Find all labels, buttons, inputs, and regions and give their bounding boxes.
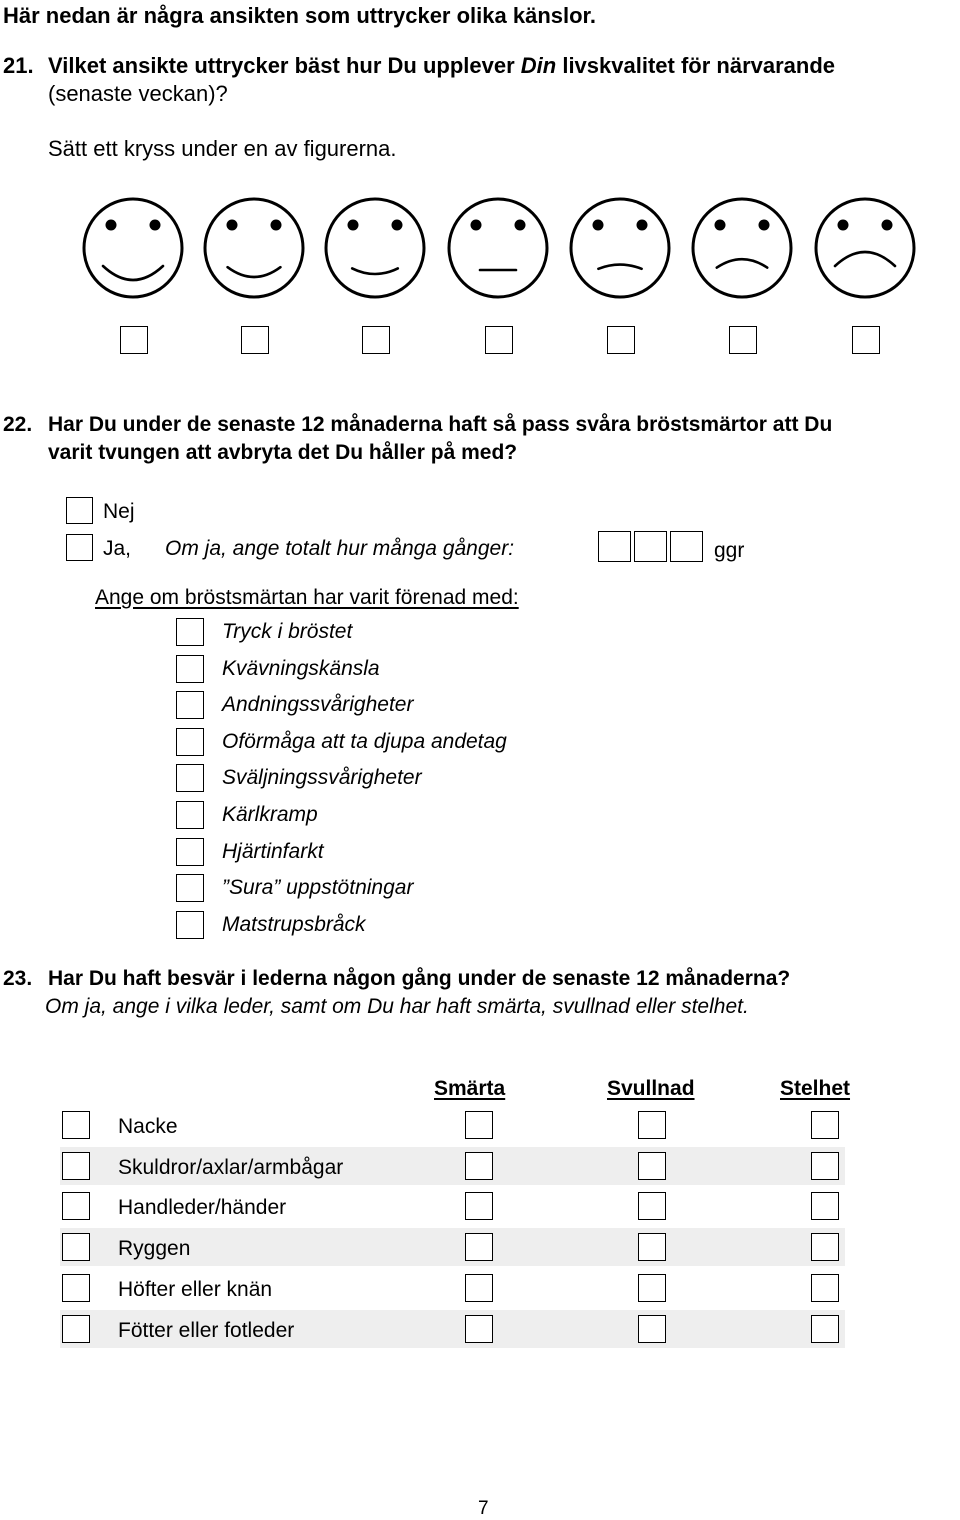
face-checkbox-6[interactable]	[729, 326, 757, 354]
symptom-label: Tryck i bröstet	[222, 620, 353, 643]
svullnad-checkbox[interactable]	[638, 1192, 666, 1220]
joint-checkbox[interactable]	[62, 1111, 90, 1139]
q21-question-line2: (senaste veckan)?	[48, 81, 228, 106]
symptom-label: Hjärtinfarkt	[222, 839, 324, 863]
stelhet-checkbox[interactable]	[811, 1315, 839, 1343]
q23-number: 23.	[3, 967, 33, 990]
q21-number: 21.	[3, 53, 34, 78]
symptom-checkbox[interactable]	[176, 618, 204, 646]
neutral-face-icon	[449, 199, 547, 297]
smarta-checkbox[interactable]	[465, 1152, 493, 1180]
joint-label: Ryggen	[118, 1237, 191, 1261]
symptom-label: Kvävningskänsla	[222, 656, 380, 680]
q22-number: 22.	[3, 413, 33, 436]
symptom-checkbox[interactable]	[176, 838, 204, 866]
stelhet-checkbox[interactable]	[811, 1152, 839, 1180]
q22-yes-label: Ja,	[103, 537, 132, 560]
very-sad-face-icon	[816, 199, 914, 297]
symptom-checkbox[interactable]	[176, 874, 204, 902]
svullnad-checkbox[interactable]	[638, 1152, 666, 1180]
joint-label: Fötter eller fotleder	[118, 1318, 295, 1342]
sad-face-icon	[693, 199, 791, 297]
q23-question-line1: Har Du haft besvär i lederna någon gång under de senaste 12 månaderna?	[48, 967, 791, 990]
symptom-checkbox[interactable]	[176, 728, 204, 756]
q22-count-unit: ggr	[714, 539, 745, 562]
svullnad-checkbox[interactable]	[638, 1111, 666, 1139]
joint-checkbox[interactable]	[62, 1192, 90, 1220]
q22-count-digit-3[interactable]	[670, 531, 703, 562]
joint-checkbox[interactable]	[62, 1152, 90, 1180]
joint-label: Nacke	[118, 1115, 178, 1138]
stelhet-checkbox[interactable]	[811, 1233, 839, 1261]
symptom-checkbox[interactable]	[176, 655, 204, 683]
q22-symptoms-heading: Ange om bröstsmärtan har varit förenad med:	[95, 586, 519, 609]
page-number: 7	[478, 1498, 489, 1519]
joint-label: Höfter eller knän	[118, 1277, 273, 1301]
smarta-checkbox[interactable]	[465, 1233, 493, 1261]
smarta-checkbox[interactable]	[465, 1274, 493, 1302]
symptom-label: Oförmåga att ta djupa andetag	[222, 729, 507, 753]
face-checkbox-1[interactable]	[120, 326, 148, 354]
intro-text: Här nedan är några ansikten som uttrycker olika känslor.	[3, 3, 597, 28]
symptom-label: Sväljningssvårigheter	[222, 766, 422, 790]
q21-instruction: Sätt ett kryss under en av figurerna.	[48, 136, 397, 161]
q22-count-digit-1[interactable]	[598, 531, 631, 562]
face-checkbox-5[interactable]	[607, 326, 635, 354]
joint-label: Skuldror/axlar/armbågar	[118, 1155, 344, 1179]
joint-checkbox[interactable]	[62, 1274, 90, 1302]
joint-checkbox[interactable]	[62, 1315, 90, 1343]
symptom-checkbox[interactable]	[176, 764, 204, 792]
svullnad-checkbox[interactable]	[638, 1315, 666, 1343]
stelhet-checkbox[interactable]	[811, 1192, 839, 1220]
symptom-label: Matstrupsbråck	[222, 912, 366, 936]
q22-no-label: Nej	[103, 500, 135, 523]
joint-label: Handleder/händer	[118, 1196, 287, 1220]
symptom-checkbox[interactable]	[176, 691, 204, 719]
face-checkbox-7[interactable]	[852, 326, 880, 354]
slightly-sad-face-icon	[571, 199, 669, 297]
q23-question-line2: Om ja, ange i vilka leder, samt om Du har haft smärta, svullnad eller stelhet.	[45, 995, 749, 1018]
svullnad-checkbox[interactable]	[638, 1233, 666, 1261]
slightly-happy-face-icon	[326, 199, 424, 297]
face-checkbox-3[interactable]	[362, 326, 390, 354]
stelhet-checkbox[interactable]	[811, 1111, 839, 1139]
q22-question-line2: varit tvungen att avbryta det Du håller på med?	[48, 441, 518, 464]
symptom-label: Kärlkramp	[222, 803, 318, 826]
smarta-checkbox[interactable]	[465, 1111, 493, 1139]
face-checkbox-4[interactable]	[485, 326, 513, 354]
q23-column-stelhet: Stelhet	[780, 1077, 851, 1100]
q23-column-smarta: Smärta	[434, 1077, 506, 1100]
q23-column-svullnad: Svullnad	[607, 1077, 695, 1100]
face-checkbox-2[interactable]	[241, 326, 269, 354]
symptom-checkbox[interactable]	[176, 801, 204, 829]
q22-count-digit-2[interactable]	[634, 531, 667, 562]
smarta-checkbox[interactable]	[465, 1192, 493, 1220]
joint-checkbox[interactable]	[62, 1233, 90, 1261]
q22-question-line1: Har Du under de senaste 12 månaderna haft så pass svåra bröstsmärtor att Du	[48, 413, 833, 436]
stelhet-checkbox[interactable]	[811, 1274, 839, 1302]
q22-yes-prompt: Om ja, ange totalt hur många gånger:	[165, 537, 515, 560]
very-happy-face-icon	[84, 199, 182, 297]
happy-face-icon	[205, 199, 303, 297]
q22-yes-checkbox[interactable]	[66, 534, 93, 561]
symptom-label: Andningssvårigheter	[222, 693, 414, 717]
symptom-checkbox[interactable]	[176, 911, 204, 939]
svullnad-checkbox[interactable]	[638, 1274, 666, 1302]
faces-row	[0, 0, 960, 320]
q22-no-checkbox[interactable]	[66, 497, 93, 524]
smarta-checkbox[interactable]	[465, 1315, 493, 1343]
symptom-label: ”Sura” uppstötningar	[222, 876, 414, 900]
q21-question-line1: Vilket ansikte uttrycker bäst hur Du upplever Din livskvalitet för närvarande	[48, 53, 836, 78]
